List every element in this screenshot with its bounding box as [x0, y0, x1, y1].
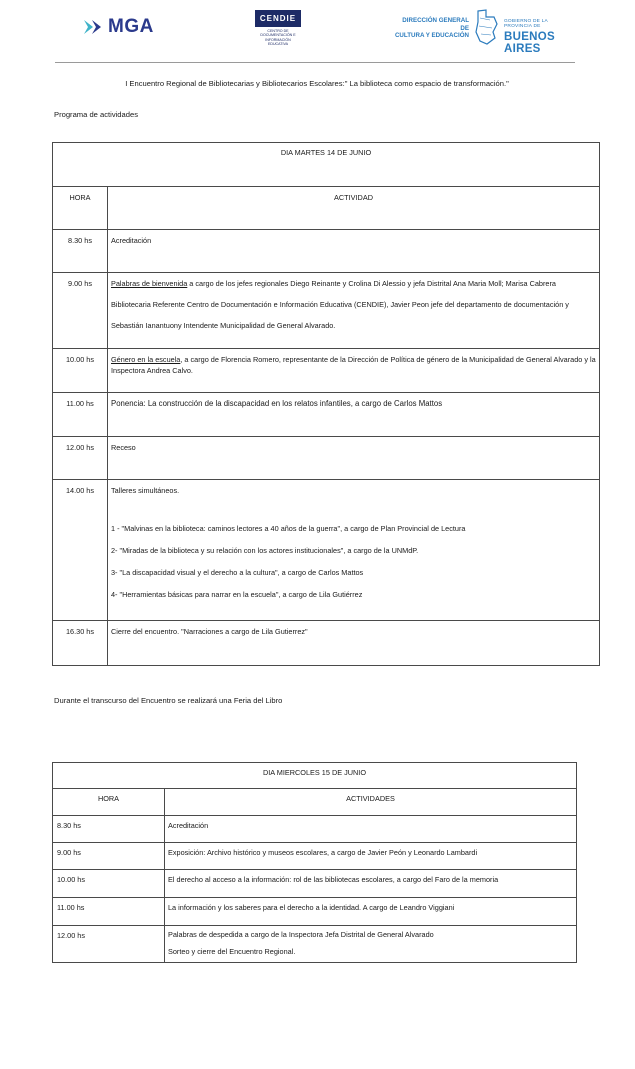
- row-hora: 11.00 hs: [53, 393, 108, 437]
- mga-arrow-icon: [84, 20, 106, 34]
- sorteo-text: Sorteo y cierre del Encuentro Regional.: [168, 947, 296, 956]
- taller-cargo: , a cargo de Carlos Mattos: [277, 568, 364, 577]
- row-hora: 14.00 hs: [53, 480, 108, 621]
- bienvenida-lead: Palabras de bienvenida: [111, 279, 188, 288]
- table-row: [53, 393, 600, 437]
- row-actividad: La información y los saberes para el derecho a la identidad. A cargo de Leandro Viggiani: [165, 898, 577, 926]
- taller-cargo: , a cargo de Plan Provincial de Lectura: [340, 524, 466, 533]
- cendie-logo-text: CENDIE: [255, 10, 301, 27]
- day2-col-hora: HORA: [53, 789, 165, 816]
- table-row: [53, 349, 600, 393]
- table-row: [53, 843, 577, 870]
- row-actividad: El derecho al acceso a la información: rol de las bibliotecas escolares, a cargo del Faro de la memoria: [165, 870, 577, 898]
- row-actividad: [108, 273, 600, 349]
- despedida-text: Palabras de despedida a cargo de la Inspectora Jefa Distrital de General Alvarado: [168, 930, 434, 939]
- row-hora: 12.00 hs: [53, 437, 108, 480]
- dgce-line-1: DIRECCIÓN GENERAL DE: [402, 17, 469, 32]
- table-row: [53, 870, 577, 898]
- taller-title: "Malvinas en la biblioteca: caminos lectores a 40 años de la guerra": [121, 524, 341, 533]
- programa-heading: Programa de actividades: [54, 110, 138, 119]
- taller-item: [111, 584, 596, 606]
- pba-logo-big: BUENOS AIRES: [504, 31, 556, 55]
- row-hora: 11.00 hs: [53, 898, 165, 926]
- row-hora: 9.00 hs: [53, 273, 108, 349]
- taller-title: "La discapacidad visual y el derecho a la cultura": [119, 568, 278, 577]
- row-actividad: Acreditación: [108, 230, 600, 273]
- row-hora: 9.00 hs: [53, 843, 165, 870]
- table-row: [53, 816, 577, 843]
- taller-title: "Herramientas básicas para narrar en la escuela": [119, 590, 279, 599]
- day1-col-actividad: ACTIVIDAD: [108, 187, 600, 230]
- day2-table: [52, 762, 577, 963]
- table-row: [53, 480, 600, 621]
- row-actividad: [108, 480, 600, 621]
- ponencia-lead: Ponencia: La construcción de la discapacidad en los relatos infantiles: [111, 399, 351, 408]
- document-subtitle: I Encuentro Regional de Bibliotecarias y Bibliotecarios Escolares:" La biblioteca como espacio de transformación.": [125, 79, 509, 88]
- ponencia-text: , a cargo de Carlos Mattos: [350, 399, 443, 408]
- day2-col-actividades: ACTIVIDADES: [165, 789, 577, 816]
- row-actividad: [165, 926, 577, 963]
- row-actividad: Cierre del encuentro. "Narraciones a cargo de Lila Gutierrez": [108, 621, 600, 666]
- table-row: [53, 230, 600, 273]
- taller-cargo: , a cargo de Lila Gutiérrez: [278, 590, 363, 599]
- genero-text: , a cargo de Florencia Romero, representante de la Dirección de Política de género de la Municipalidad de General Alvarado y la Inspectora Andrea Calvo.: [111, 355, 596, 375]
- row-actividad: Exposición: Archivo histórico y museos escolares, a cargo de Javier Peón y Leonardo Lambardi: [165, 843, 577, 870]
- dgce-line-2: CULTURA Y EDUCACIÓN: [394, 32, 469, 39]
- genero-lead: Género en la escuela: [111, 355, 181, 364]
- taller-item: [111, 562, 596, 584]
- pba-logo: [472, 8, 574, 55]
- mga-logo-text: MGA: [108, 16, 154, 37]
- row-hora: 12.00 hs: [53, 926, 165, 963]
- row-hora: 8.30 hs: [53, 230, 108, 273]
- taller-num: 3-: [111, 568, 120, 577]
- cendie-logo: [255, 10, 301, 46]
- row-actividad: Acreditación: [165, 816, 577, 843]
- row-hora: 16.30 hs: [53, 621, 108, 666]
- day1-table: [52, 142, 600, 666]
- province-map-icon: [472, 8, 500, 46]
- taller-num: 4-: [111, 590, 120, 599]
- bienvenida-text: a cargo de los jefes regionales Diego Reinante y Crolina Di Alessio y jefa Distrital Ana Maria Moll; Marisa Cabrera Bibliotecaria Referente Centro de Documentación e Información Educativa (CENDIE), Javier Peon jefe del departamento de documentación y Sebastián Ianantuony Intendente Municipalidad de General Alvarado.: [111, 279, 569, 330]
- dgce-logo: [393, 17, 469, 40]
- day1-col-hora: HORA: [53, 187, 108, 230]
- table-row: [53, 898, 577, 926]
- mga-logo: [84, 14, 154, 40]
- row-hora: 10.00 hs: [53, 349, 108, 393]
- talleres-heading: Talleres simultáneos.: [111, 486, 180, 495]
- table-row: [53, 273, 600, 349]
- cendie-logo-subtitle: CENTRO DE DOCUMENTACIÓN E INFORMACIÓN EDUCATIVA: [260, 29, 296, 46]
- day1-title: DIA MARTES 14 DE JUNIO: [53, 143, 600, 187]
- row-hora: 8.30 hs: [53, 816, 165, 843]
- row-actividad: Receso: [108, 437, 600, 480]
- table-row: [53, 621, 600, 666]
- table-row: [53, 926, 577, 963]
- taller-num: 2-: [111, 546, 120, 555]
- taller-item: [111, 518, 596, 540]
- taller-num: 1 -: [111, 524, 122, 533]
- row-hora: 10.00 hs: [53, 870, 165, 898]
- header-divider: [55, 62, 575, 63]
- day2-title: DIA MIERCOLES 15 DE JUNIO: [53, 763, 577, 789]
- taller-item: [111, 540, 596, 562]
- row-actividad: [108, 393, 600, 437]
- taller-cargo: , a cargo de la UNMdP.: [343, 546, 419, 555]
- feria-note: Durante el transcurso del Encuentro se realizará una Feria del Libro: [54, 696, 283, 705]
- table-row: [53, 437, 600, 480]
- row-actividad: [108, 349, 600, 393]
- pba-logo-small: GOBIERNO DE LA PROVINCIA DE: [504, 19, 548, 30]
- taller-title: "Miradas de la biblioteca y su relación con los actores institucionales": [119, 546, 344, 555]
